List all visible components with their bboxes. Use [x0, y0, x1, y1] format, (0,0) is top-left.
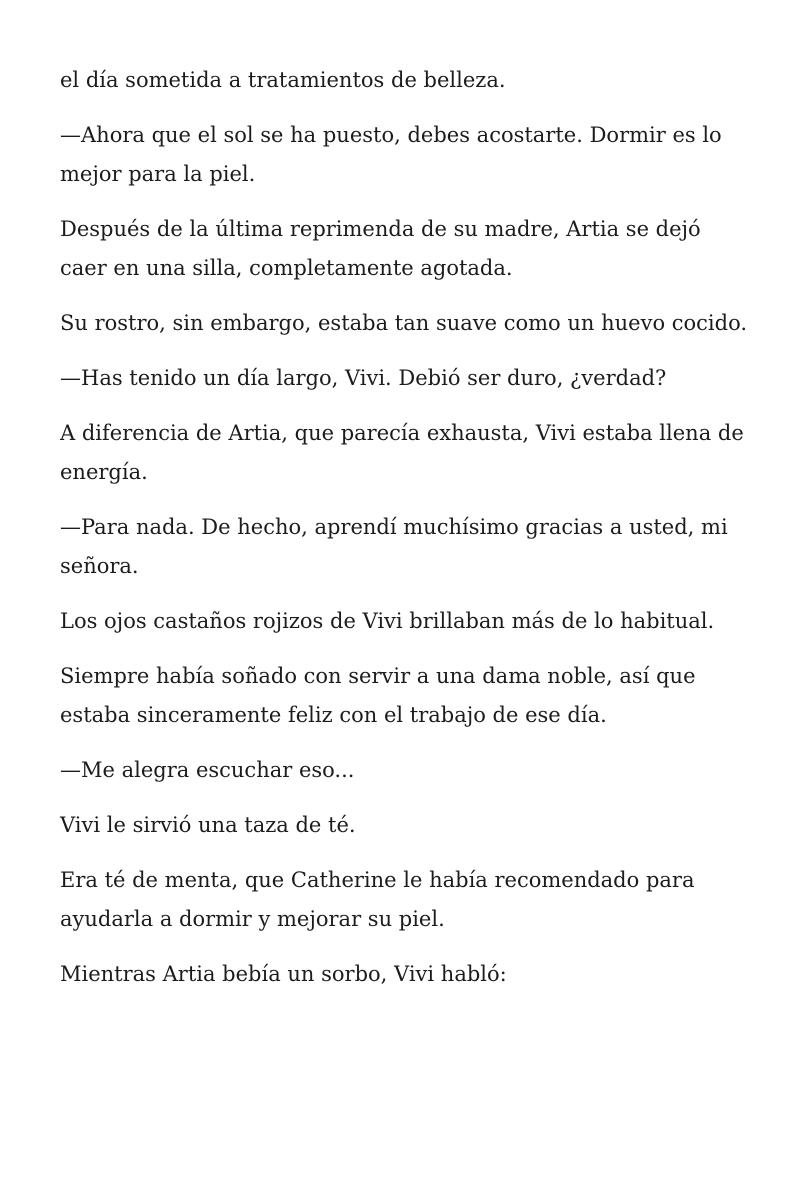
page-text [60, 61, 750, 1010]
paragraph: Su rostro, sin embargo, estaba tan suave como un huevo cocido. [60, 311, 748, 335]
paragraph: Era té de menta, que Catherine le había recomendado para ayudarla a dormir y mejorar su piel. [60, 868, 695, 931]
paragraph: —Para nada. De hecho, aprendí muchísimo gracias a usted, mi señora. [60, 515, 728, 578]
paragraph: Siempre había soñado con servir a una dama noble, así que estaba sinceramente feliz con el trabajo de ese día. [60, 664, 696, 727]
paragraph: el día sometida a tratamientos de belleza. [60, 68, 506, 92]
paragraph: Vivi le sirvió una taza de té. [60, 813, 356, 837]
paragraph: —Me alegra escuchar eso... [60, 758, 355, 782]
paragraph: —Ahora que el sol se ha puesto, debes acostarte. Dormir es lo mejor para la piel. [60, 123, 722, 186]
paragraph: Después de la última reprimenda de su madre, Artia se dejó caer en una silla, completamente agotada. [60, 217, 701, 280]
paragraph: Los ojos castaños rojizos de Vivi brillaban más de lo habitual. [60, 609, 715, 633]
paragraph: —Has tenido un día largo, Vivi. Debió ser duro, ¿verdad? [60, 366, 667, 390]
paragraph: A diferencia de Artia, que parecía exhausta, Vivi estaba llena de energía. [60, 421, 744, 484]
paragraph: Mientras Artia bebía un sorbo, Vivi habló: [60, 962, 507, 986]
